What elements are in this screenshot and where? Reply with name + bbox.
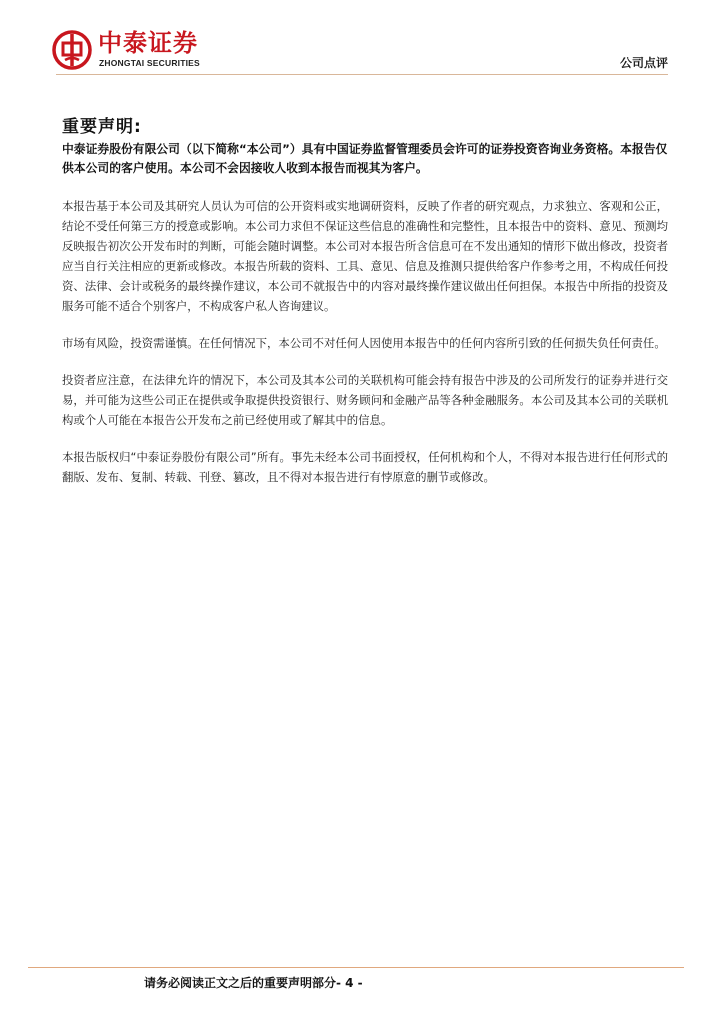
- report-type-label: 公司点评: [619, 56, 668, 70]
- logo-english-name: ZHONGTAI SECURITIES: [99, 58, 200, 68]
- footer-notice: 请务必阅读正文之后的重要声明部分- 4 -: [144, 976, 363, 990]
- disclaimer-title: 重要声明:: [62, 117, 142, 137]
- disclaimer-paragraph: 本报告版权归“中泰证券股份有限公司”所有。事先未经本公司书面授权，任何机构和个人，不得对本报告进行任何形式的翻版、发布、复制、转载、刊登、篡改，且不得对本报告进行有悖原意的删节或修改。: [62, 450, 668, 484]
- zhongtai-logo-icon: [52, 30, 92, 70]
- disclaimer-lead: 中泰证券股份有限公司（以下简称“本公司”）具有中国证券监督管理委员会许可的证券投资咨询业务资格。本报告仅供本公司的客户使用。本公司不会因接收人收到本报告而视其为客户。: [62, 142, 668, 175]
- disclaimer-body: [62, 140, 668, 504]
- header-divider: [56, 74, 668, 75]
- disclaimer-paragraph: 投资者应注意，在法律允许的情况下，本公司及其本公司的关联机构可能会持有报告中涉及的公司所发行的证券并进行交易，并可能为这些公司正在提供或争取提供投资银行、财务顾问和金融产品等各种金融服务。本公司及其本公司的关联机构或个人可能在本报告公开发布之前已经使用或了解其中的信息。: [62, 373, 668, 427]
- footer-divider: [28, 967, 684, 968]
- disclaimer-paragraph: 本报告基于本公司及其研究人员认为可信的公开资料或实地调研资料，反映了作者的研究观点，力求独立、客观和公正，结论不受任何第三方的授意或影响。本公司力求但不保证这些信息的准确性和完整性，且本报告中的资料、意见、预测均反映报告初次公开发布时的判断，可能会随时调整。本公司对本报告所含信息可在不发出通知的情形下做出修改，投资者应当自行关注相应的更新或修改。本报告所载的资料、工具、意见、信息及推测只提供给客户作参考之用，不构成任何投资、法律、会计或税务的最终操作建议，本公司不就报告中的内容对最终操作建议做出任何担保。本报告中所指的投资及服务可能不适合个别客户，不构成客户私人咨询建议。: [62, 199, 668, 313]
- disclaimer-paragraph: 市场有风险，投资需谨慎。在任何情况下，本公司不对任何人因使用本报告中的任何内容所引致的任何损失负任何责任。: [62, 336, 666, 350]
- logo-chinese-name: 中泰证券: [98, 29, 198, 57]
- company-logo: [52, 28, 222, 72]
